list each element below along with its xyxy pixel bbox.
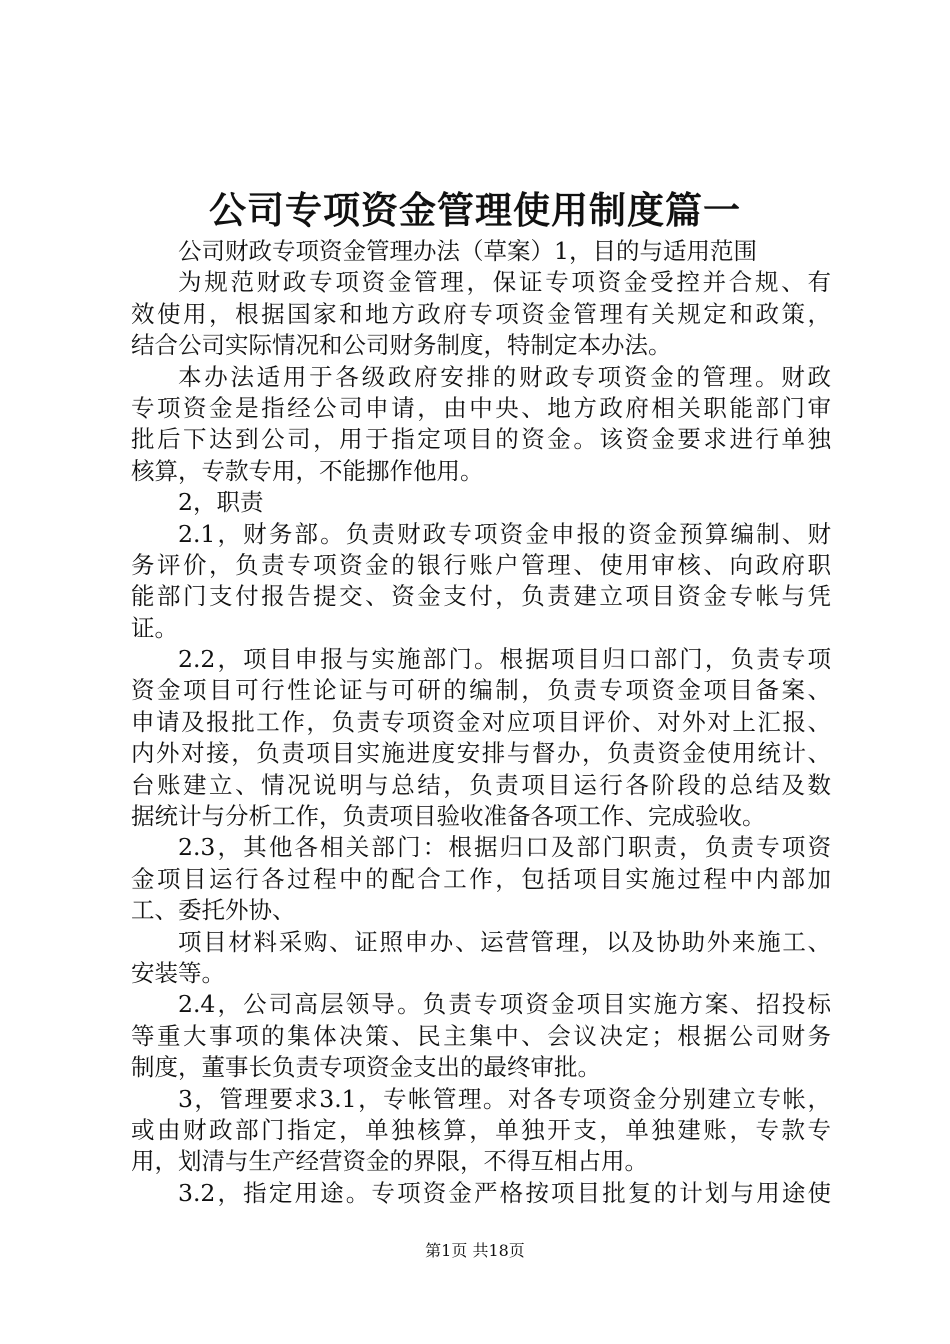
body-line: 2.1，财务部。负责财政专项资金申报的资金预算编制、财: [178, 519, 831, 548]
body-line: 制度，董事长负责专项资金支出的最终审批。: [131, 1053, 601, 1082]
body-line: 用，划清与生产经营资金的界限，不得互相占用。: [131, 1147, 648, 1176]
body-line: 或由财政部门指定，单独核算，单独开支，单独建账，专款专: [131, 1115, 831, 1144]
body-line: 安装等。: [131, 958, 225, 987]
body-line: 内外对接，负责项目实施进度安排与督办，负责资金使用统计、: [131, 739, 831, 768]
page-footer: 第1页 共18页: [425, 1241, 525, 1260]
body-line: 2.2，项目申报与实施部门。根据项目归口部门，负责专项: [178, 645, 831, 674]
body-line: 核算，专款专用，不能挪作他用。: [131, 456, 484, 485]
body-line: 金项目运行各过程中的配合工作，包括项目实施过程中内部加: [131, 864, 831, 893]
body-line: 务评价，负责专项资金的银行账户管理、使用审核、向政府职: [131, 550, 831, 579]
body-line: 据统计与分析工作，负责项目验收准备各项工作、完成验收。: [131, 802, 766, 831]
body-line: 2.4，公司高层领导。负责专项资金项目实施方案、招投标: [178, 990, 831, 1019]
body-line: 工、委托外协、: [131, 896, 296, 925]
document-body: [131, 236, 831, 1209]
body-line: 资金项目可行性论证与可研的编制，负责专项资金项目备案、: [131, 676, 831, 705]
body-line: 能部门支付报告提交、资金支付，负责建立项目资金专帐与凭: [131, 582, 831, 611]
body-line: 批后下达到公司，用于指定项目的资金。该资金要求进行单独: [131, 425, 831, 454]
body-line: 3，管理要求3.1，专帐管理。对各专项资金分别建立专帐，: [178, 1084, 831, 1113]
document-title: 公司专项资金管理使用制度篇一: [209, 188, 741, 232]
body-line: 本办法适用于各级政府安排的财政专项资金的管理。财政: [178, 362, 831, 391]
body-line: 专项资金是指经公司申请，由中央、地方政府相关职能部门审: [131, 393, 831, 422]
body-line: 等重大事项的集体决策、民主集中、会议决定；根据公司财务: [131, 1021, 831, 1050]
body-line: 证。: [131, 613, 178, 642]
body-line: 为规范财政专项资金管理，保证专项资金受控并合规、有: [178, 268, 831, 297]
body-line: 3.2，指定用途。专项资金严格按项目批复的计划与用途使: [178, 1178, 831, 1207]
body-line: 台账建立、情况说明与总结，负责项目运行各阶段的总结及数: [131, 770, 831, 799]
body-line: 效使用，根据国家和地方政府专项资金管理有关规定和政策，: [131, 299, 831, 328]
body-line: 项目材料采购、证照申办、运营管理，以及协助外来施工、: [178, 927, 831, 956]
body-line: 2.3，其他各相关部门：根据归口及部门职责，负责专项资: [178, 833, 831, 862]
body-line: 公司财政专项资金管理办法（草案）1，目的与适用范围: [178, 237, 757, 265]
body-line: 2，职责: [178, 488, 264, 517]
body-line: 申请及报批工作，负责专项资金对应项目评价、对外对上汇报、: [131, 707, 831, 736]
body-line: 结合公司实际情况和公司财务制度，特制定本办法。: [131, 331, 672, 360]
